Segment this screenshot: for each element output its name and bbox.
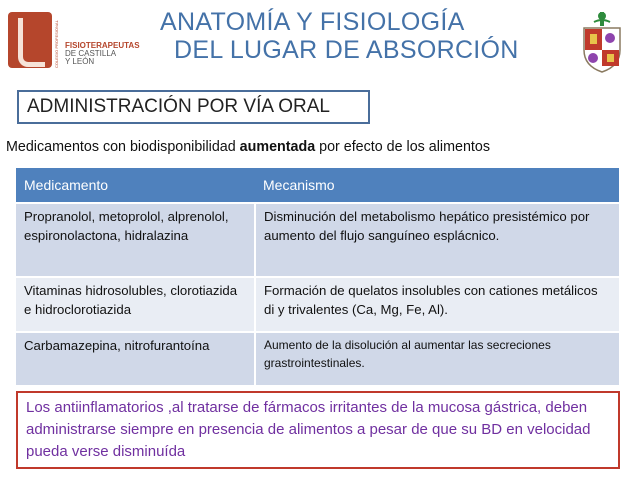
- mechanism-cell: Disminución del metabolismo hepático presistémico por aumento del flujo sanguíneo esplácnico.: [255, 203, 619, 277]
- intro-before: Medicamentos con biodisponibilidad: [6, 139, 240, 155]
- mechanism-cell: Formación de quelatos insolubles con cationes metálicos di y trivalentes (Ca, Mg, Fe, Al).: [255, 277, 619, 332]
- header-mecanismo: Mecanismo: [255, 168, 619, 203]
- table-header-row: [16, 168, 619, 203]
- section-subtitle: ADMINISTRACIÓN POR VÍA ORAL: [17, 90, 370, 124]
- mechanism-cell: Aumento de la disolución al aumentar las secreciones grastrointestinales.: [255, 332, 619, 385]
- logo-org-line3: Y LEÓN: [65, 57, 95, 66]
- intro-emphasis: aumentada: [239, 139, 316, 155]
- logo-vertical-text: COLEGIO PROFESIONAL: [54, 20, 59, 68]
- nsaid-note: Los antiinflamatorios ,al tratarse de fármacos irritantes de la mucosa gástrica, deben administrarse siempre en presencia de alimentos a pesar de que su BD en velocidad pueda verse disminuída: [16, 391, 620, 469]
- coat-of-arms-icon: [578, 10, 626, 74]
- drug-cell: Vitaminas hidrosolubles, clorotiazida e hidroclorotiazida: [16, 277, 255, 332]
- college-logo: [8, 8, 158, 70]
- page-title: [150, 8, 550, 64]
- intro-after: por efecto de los alimentos: [315, 139, 490, 155]
- page-title-line2: DEL LUGAR DE ABSORCIÓN: [174, 36, 519, 64]
- page-title-line1: ANATOMÍA Y FISIOLOGÍA: [160, 8, 465, 36]
- drug-mechanism-table: [16, 168, 619, 385]
- drug-cell: Propranolol, metoprolol, alprenolol, espironolactona, hidralazina: [16, 203, 255, 277]
- table-row: [16, 332, 619, 385]
- intro-sentence: [6, 139, 634, 155]
- logo-org-line2: DE CASTILLA: [65, 49, 117, 58]
- college-emblem-icon: [8, 12, 52, 68]
- table-row: [16, 203, 619, 277]
- header-medicamento: Medicamento: [16, 168, 255, 203]
- drug-cell: Carbamazepina, nitrofurantoína: [16, 332, 255, 385]
- table-row: [16, 277, 619, 332]
- logo-org-line1: FISIOTERAPEUTAS: [65, 41, 140, 50]
- logo-org-name: [65, 42, 140, 66]
